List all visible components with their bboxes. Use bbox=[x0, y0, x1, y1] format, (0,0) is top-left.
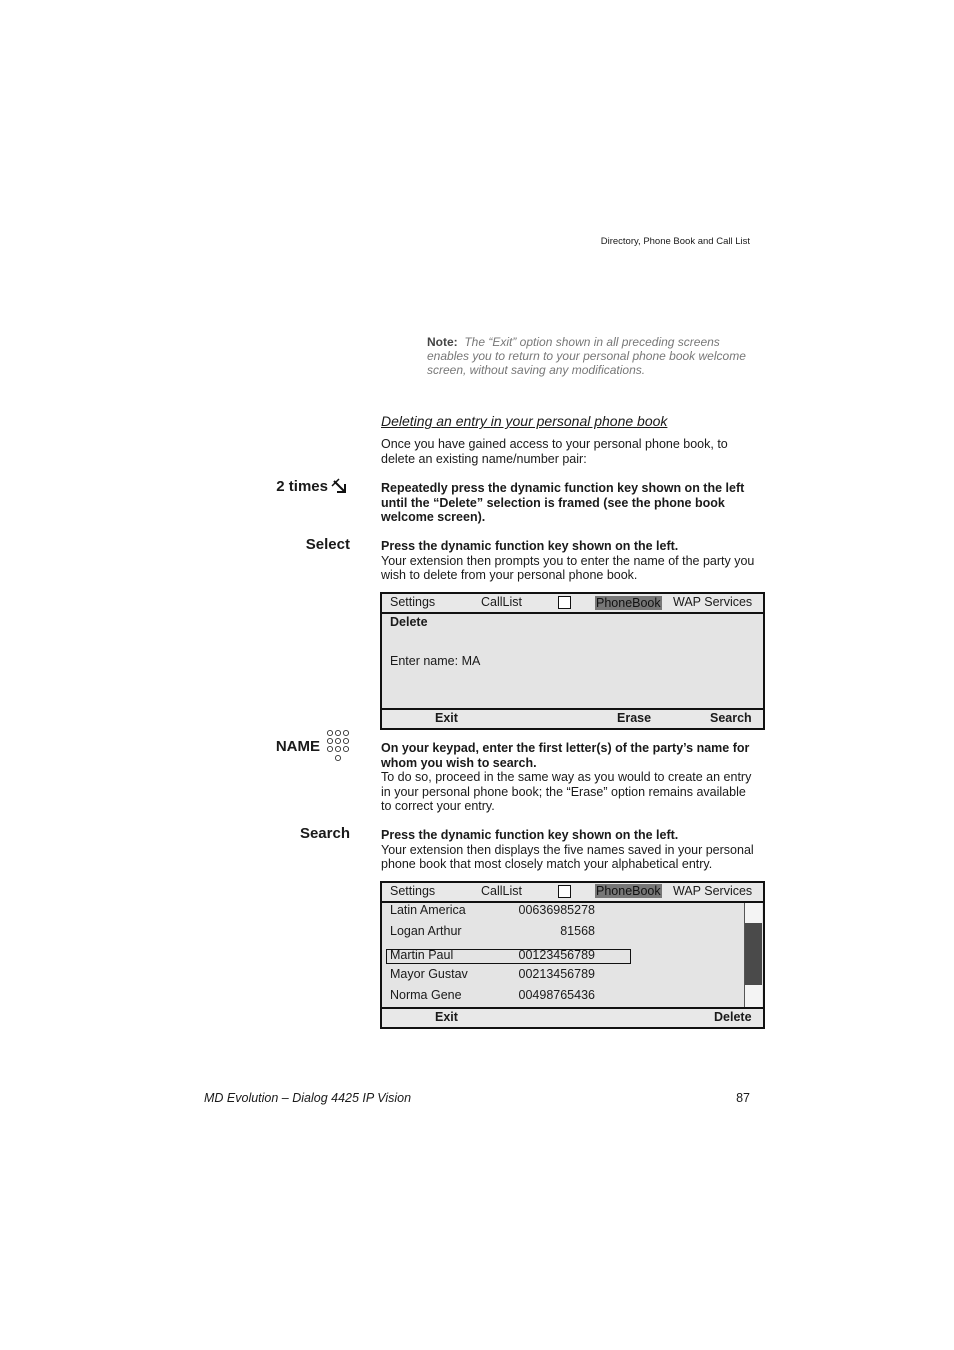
step-key-search: Search bbox=[299, 825, 350, 842]
softkey-erase[interactable]: Erase bbox=[617, 711, 652, 725]
step-instruction bbox=[381, 741, 756, 814]
list-item-name[interactable]: Latin America bbox=[390, 903, 466, 917]
list-item-number: 00123456789 bbox=[518, 948, 595, 962]
scrollbar-thumb[interactable] bbox=[745, 923, 762, 985]
running-header: Directory, Phone Book and Call List bbox=[600, 236, 750, 247]
note bbox=[427, 335, 757, 377]
scrollbar-track[interactable] bbox=[744, 903, 762, 1007]
tab-settings[interactable]: Settings bbox=[390, 595, 436, 609]
section-title: Deleting an entry in your personal phone book bbox=[381, 413, 668, 429]
list-item-name[interactable]: Mayor Gustav bbox=[390, 967, 468, 981]
list-item-number: 00636985278 bbox=[518, 903, 595, 917]
screen-title: Delete bbox=[390, 615, 428, 629]
step-lead: Press the dynamic function key shown on the left. bbox=[381, 539, 679, 553]
step-key-2-times: 2 times bbox=[276, 478, 328, 495]
step-instruction bbox=[381, 481, 756, 525]
step-lead: On your keypad, enter the first letter(s) of the party’s name for whom you wish to search. bbox=[381, 741, 750, 770]
step-detail: Your extension then prompts you to enter the name of the party you wish to delete from your personal phone book. bbox=[381, 553, 755, 582]
list-item-number: 81568 bbox=[560, 924, 595, 938]
tab-phonebook[interactable]: PhoneBook bbox=[596, 884, 661, 898]
tab-calllist[interactable]: CallList bbox=[481, 884, 522, 898]
softkey-exit[interactable]: Exit bbox=[435, 711, 458, 725]
section-intro: Once you have gained access to your personal phone book, to delete an existing name/number pair: bbox=[381, 437, 728, 466]
softkey-bar bbox=[382, 1007, 763, 1027]
note-label: Note: bbox=[427, 335, 458, 349]
checkbox-icon bbox=[558, 596, 571, 609]
tab-phonebook[interactable]: PhoneBook bbox=[596, 596, 661, 610]
step-lead: Press the dynamic function key shown on the left. bbox=[381, 828, 679, 842]
name-entry-field[interactable]: Enter name: MA bbox=[390, 654, 481, 668]
list-item-name[interactable]: Logan Arthur bbox=[390, 924, 462, 938]
footer-product-name: MD Evolution – Dialog 4425 IP Vision bbox=[204, 1091, 412, 1105]
screen-tab-bar bbox=[382, 883, 763, 903]
softkey-search[interactable]: Search bbox=[710, 711, 752, 725]
keypad-icon bbox=[326, 729, 350, 763]
page-number: 87 bbox=[736, 1091, 750, 1105]
list-item-number: 00498765436 bbox=[518, 988, 595, 1002]
phone-screen-delete bbox=[380, 592, 765, 730]
step-instruction bbox=[381, 828, 756, 872]
step-lead: Repeatedly press the dynamic function key shown on the left until the “Delete” selection is framed (see the phone book welcome screen). bbox=[381, 481, 745, 524]
list-item-name[interactable]: Norma Gene bbox=[390, 988, 462, 1002]
screen-tab-bar bbox=[382, 594, 763, 614]
checkbox-icon bbox=[558, 885, 571, 898]
softkey-exit[interactable]: Exit bbox=[435, 1010, 458, 1024]
tab-calllist[interactable]: CallList bbox=[481, 595, 522, 609]
softkey-bar bbox=[382, 708, 763, 728]
phone-screen-search-results bbox=[380, 881, 765, 1029]
step-detail: To do so, proceed in the same way as you would to create an entry in your personal phone book; the “Erase” option remains available to correct your entry. bbox=[381, 770, 752, 813]
tab-settings[interactable]: Settings bbox=[390, 884, 436, 898]
step-detail: Your extension then displays the five names saved in your personal phone book that most closely match your alphabetical entry. bbox=[381, 842, 754, 871]
list-item-number: 00213456789 bbox=[518, 967, 595, 981]
tab-wap-services[interactable]: WAP Services bbox=[673, 595, 753, 609]
step-key-name: NAME bbox=[275, 738, 320, 755]
tab-wap-services[interactable]: WAP Services bbox=[673, 884, 753, 898]
step-key-select: Select bbox=[305, 536, 350, 553]
down-right-arrow-icon bbox=[331, 478, 349, 496]
softkey-delete[interactable]: Delete bbox=[714, 1010, 752, 1024]
note-text: The “Exit” option shown in all preceding screens enables you to return to your personal phone book welcome screen, without saving any modifications. bbox=[427, 335, 746, 377]
list-item-name-selected[interactable]: Martin Paul bbox=[390, 948, 454, 962]
step-instruction bbox=[381, 539, 756, 583]
